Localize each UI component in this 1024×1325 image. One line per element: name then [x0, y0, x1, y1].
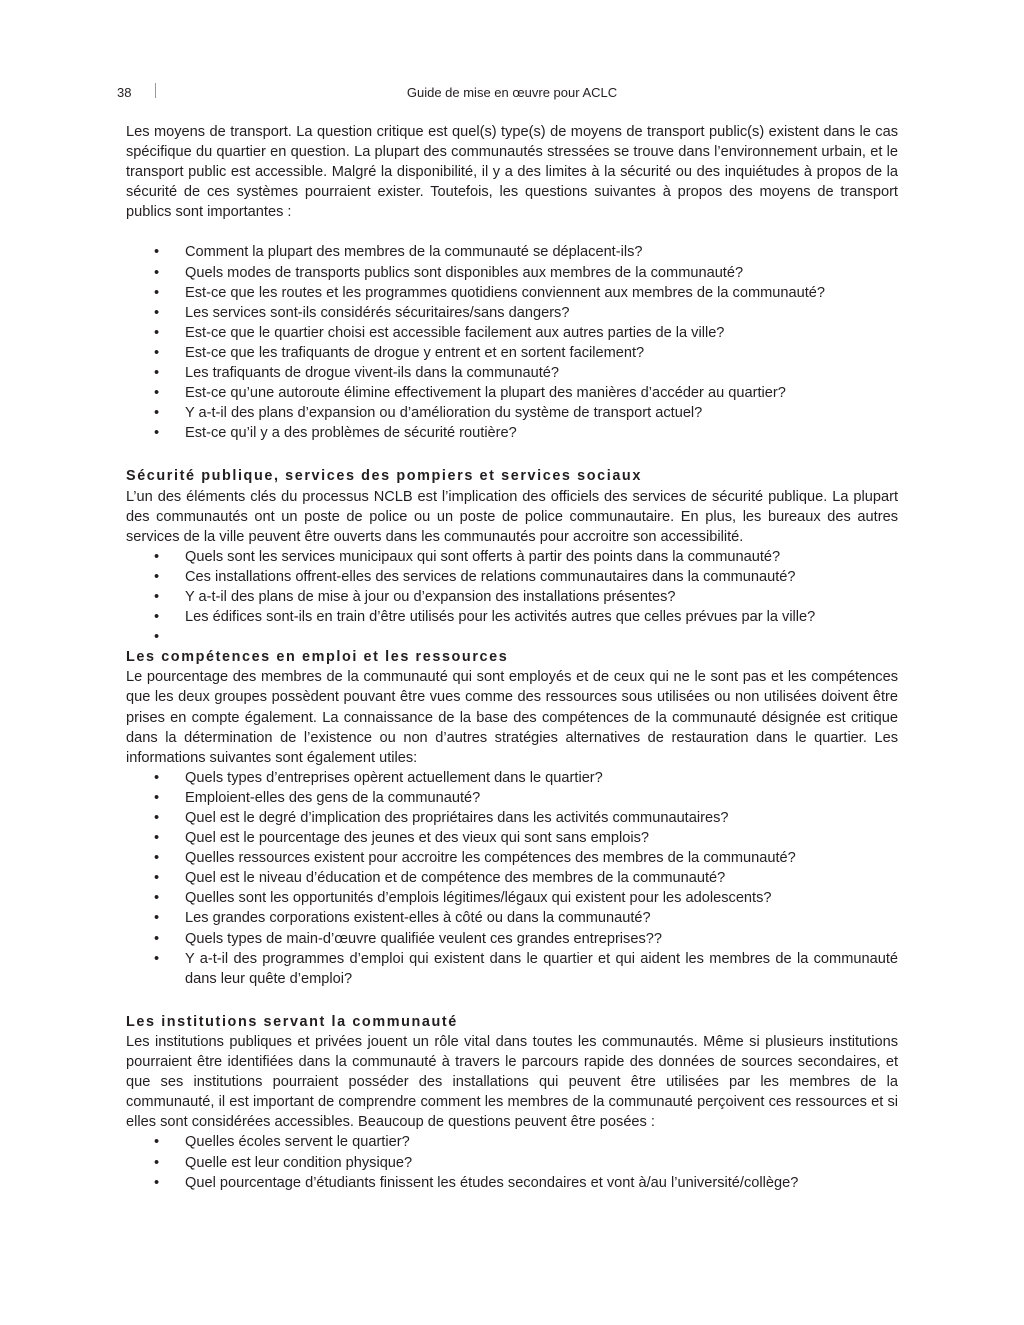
bullet-icon: •: [154, 385, 160, 402]
bullet-icon: •: [154, 284, 160, 301]
bullet-icon: •: [154, 324, 160, 341]
list-item: • Quelles ressources existent pour accroitre les compétences des membres de la communauté?: [126, 848, 898, 868]
skills-paragraph: Le pourcentage des membres de la communauté qui sont employés et de ceux qui ne le sont pas et les compétences que les deux groupes possèdent pouvant être vues comme des ressources sous utilisées ou non utilisées doivent être prises en compte également. La connaissance de la base des compétences de la communauté désignée est critique dans la détermination de l’existence ou non d’autres stratégies alternatives de restauration dans le quartier. Les informations suivantes sont également utiles:: [126, 669, 898, 766]
skills-questions-list: [126, 768, 898, 989]
bullet-icon: •: [154, 425, 160, 442]
bullet-icon: •: [154, 1154, 160, 1171]
list-item: • Quels sont les services municipaux qui sont offerts à partir des points dans la communauté?: [126, 547, 898, 567]
list-item: • Les édifices sont-ils en train d’être utilisés pour les activités autres que celles prévues par la ville?: [126, 607, 898, 627]
institutions-questions-list: [126, 1132, 898, 1192]
bullet-icon: •: [154, 588, 160, 605]
bullet-icon: •: [154, 365, 160, 382]
list-item: • Est-ce qu’il y a des problèmes de sécurité routière?: [126, 423, 898, 443]
bullet-icon: •: [154, 304, 160, 321]
transport-questions-list: [126, 242, 898, 443]
bullet-icon: •: [154, 1134, 160, 1151]
bullet-icon: •: [154, 264, 160, 281]
bullet-icon: •: [154, 344, 160, 361]
list-item: • Emploient-elles des gens de la communauté?: [126, 788, 898, 808]
list-item: • Comment la plupart des membres de la communauté se déplacent-ils?: [126, 242, 898, 262]
section-heading-institutions: Les institutions servant la communauté: [126, 1013, 458, 1030]
bullet-icon: •: [154, 568, 160, 585]
list-item: • Quels modes de transports publics sont disponibles aux membres de la communauté?: [126, 263, 898, 283]
bullet-icon: •: [154, 769, 160, 786]
bullet-icon: •: [154, 870, 160, 887]
list-item: • Quels types de main-d’œuvre qualifiée veulent ces grandes entreprises??: [126, 929, 898, 949]
list-item: • Quelles écoles servent le quartier?: [126, 1132, 898, 1152]
list-item: • Y a-t-il des plans de mise à jour ou d’expansion des installations présentes?: [126, 587, 898, 607]
list-item: • Quels types d’entreprises opèrent actuellement dans le quartier?: [126, 768, 898, 788]
bullet-icon: •: [154, 830, 160, 847]
bullet-icon: •: [154, 244, 160, 261]
page-number: 38: [117, 85, 132, 100]
public-safety-questions-list: [126, 547, 898, 647]
list-item: • Les services sont-ils considérés sécuritaires/sans dangers?: [126, 303, 898, 323]
page-header: [0, 83, 1024, 103]
list-item: • Quelles sont les opportunités d’emplois légitimes/légaux qui existent pour les adolescents?: [126, 888, 898, 908]
bullet-icon: •: [154, 1174, 160, 1191]
list-item: • Les grandes corporations existent-elles à côté ou dans la communauté?: [126, 908, 898, 928]
intro-paragraph: Les moyens de transport. La question critique est quel(s) type(s) de moyens de transport public(s) existent dans le cas spécifique du quartier en question. La plupart des communautés stressées se trouve dans l’environnement urbain, et le transport public est accessible. Malgré la disponibilité, il y a des limites à la sécurité ou des inquiétudes à propos de la sécurité de ces systèmes pourraient exister. Toutefois, les questions suivantes à propos des moyens de transport publics sont importantes :: [126, 124, 898, 221]
list-item: • Quel est le degré d’implication des propriétaires dans les activités communautaires?: [126, 808, 898, 828]
institutions-paragraph: Les institutions publiques et privées jouent un rôle vital dans toutes les communautés. Même si plusieurs institutions pourraient être identifiées dans la communauté à travers le parcours rapide des données de sources secondaires, et que ses institutions pourraient posséder des installations qui peuvent être utilisées par les membres de la communauté, il est important de comprendre comment les membres de la communauté perçoivent ces ressources et si elles sont considérées accessibles. Beaucoup de questions peuvent être posées :: [126, 1033, 898, 1131]
bullet-icon: •: [154, 810, 160, 826]
list-item: • Est-ce que les trafiquants de drogue y entrent et en sortent facilement?: [126, 343, 898, 363]
bullet-icon: •: [154, 930, 160, 947]
public-safety-paragraph: L’un des éléments clés du processus NCLB est l’implication des officiels des services de sécurité publique. La plupart des communautés ont un poste de police ou un poste de police communautaire. En plus, les bureaux des autres services de la ville peuvent être ouverts dans les communautés pour accroitre son accessibilité.: [126, 488, 898, 545]
list-item: • Est-ce que les routes et les programmes quotidiens conviennent aux membres de la communauté?: [126, 283, 898, 303]
bullet-icon: •: [154, 609, 160, 626]
bullet-icon: •: [154, 910, 160, 927]
running-title: Guide de mise en œuvre pour ACLC: [406, 85, 618, 100]
list-item: • Y a-t-il des plans d’expansion ou d’amélioration du système de transport actuel?: [126, 403, 898, 423]
bullet-icon: •: [154, 890, 160, 907]
list-item: • Est-ce qu’une autoroute élimine effectivement la plupart des manières d’accéder au quartier?: [126, 383, 898, 403]
bullet-icon: •: [154, 789, 160, 806]
list-item: • Quel est le niveau d’éducation et de compétence des membres de la communauté?: [126, 868, 898, 888]
bullet-icon: •: [154, 950, 160, 967]
list-item: • Quelle est leur condition physique?: [126, 1153, 898, 1173]
list-item-empty: [126, 627, 898, 647]
bullet-icon: •: [154, 548, 160, 565]
list-item: • Est-ce que le quartier choisi est accessible facilement aux autres parties de la ville?: [126, 323, 898, 343]
bullet-icon: •: [154, 405, 160, 422]
section-heading-public-safety: Sécurité publique, services des pompiers et services sociaux: [126, 468, 642, 485]
bullet-icon: •: [154, 850, 160, 867]
list-item: • Quel est le pourcentage des jeunes et des vieux qui sont sans emplois?: [126, 828, 898, 848]
section-heading-skills: Les compétences en emploi et les ressources: [126, 649, 509, 666]
list-item: • Y a-t-il des programmes d’emploi qui existent dans le quartier et qui aident les membres de la communauté dans leur quête d’emploi?: [154, 950, 898, 987]
page-body: [126, 122, 898, 1193]
list-item: • Les trafiquants de drogue vivent-ils dans la communauté?: [126, 363, 898, 383]
list-item: • Quel pourcentage d’étudiants finissent les études secondaires et vont à/au l’université/collège?: [126, 1173, 898, 1193]
list-item: • Ces installations offrent-elles des services de relations communautaires dans la communauté?: [126, 567, 898, 587]
bullet-icon: •: [154, 629, 160, 646]
